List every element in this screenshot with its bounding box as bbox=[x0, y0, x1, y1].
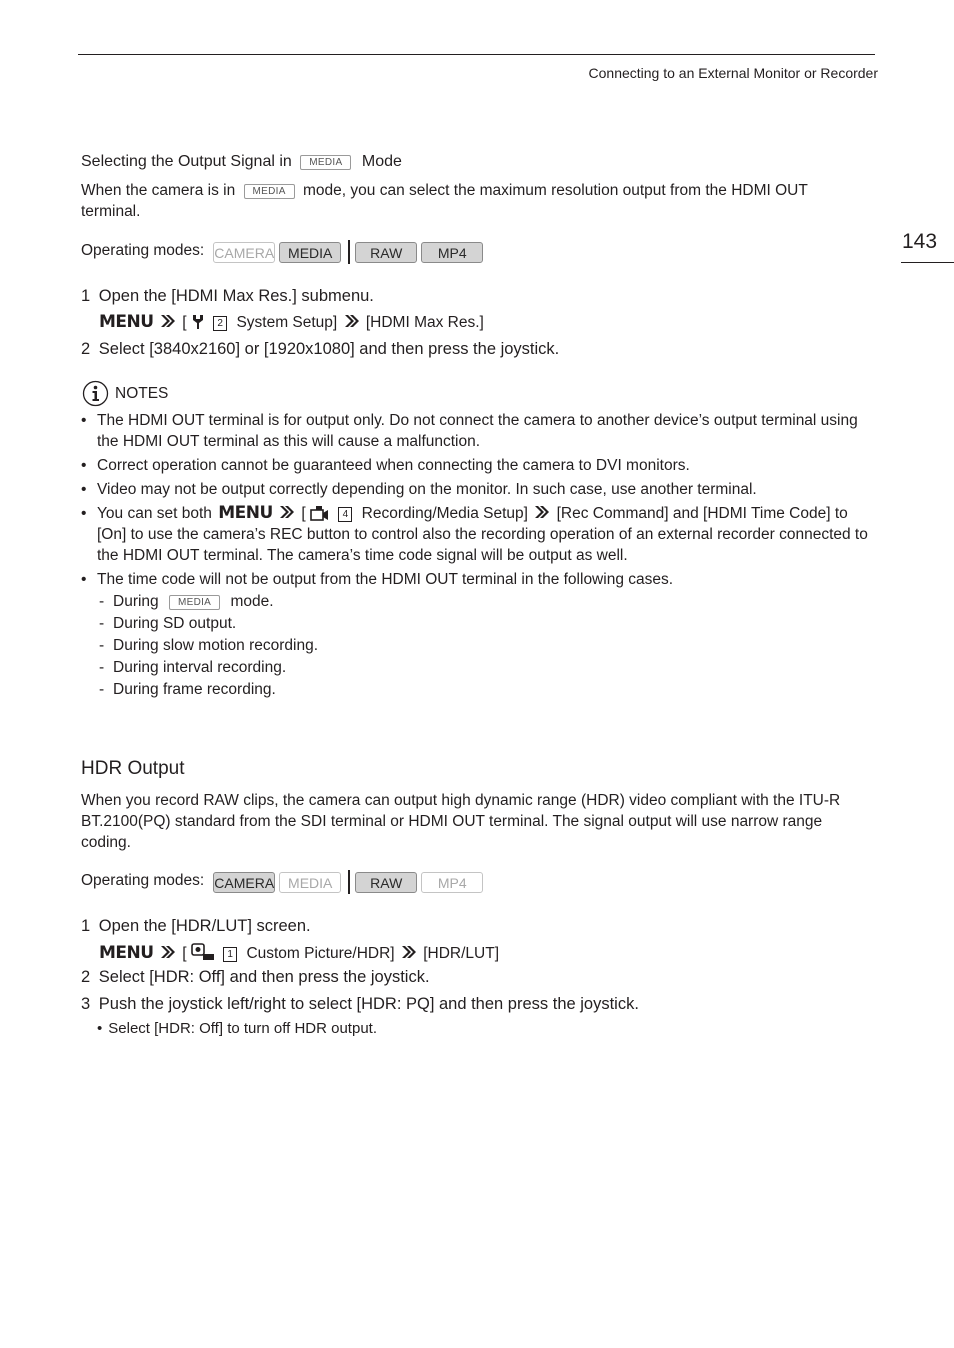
media-mode-tag: MEDIA bbox=[244, 184, 295, 199]
mode-raw: RAW bbox=[355, 872, 417, 893]
arrow-icon bbox=[160, 944, 176, 960]
info-icon bbox=[82, 380, 109, 407]
s2-step-1: 1 Open the [HDR/LUT] screen. bbox=[81, 917, 311, 935]
arrow-icon bbox=[279, 504, 295, 520]
mode-raw: RAW bbox=[355, 242, 417, 263]
s2-step-3: 3 Push the joystick left/right to select [HDR: PQ] and then press the joystick. bbox=[81, 995, 639, 1013]
media-mode-tag: MEDIA bbox=[169, 595, 220, 610]
section1-intro: When the camera is in MEDIA mode, you can select the maximum resolution output from the HDMI OUT terminal. bbox=[81, 182, 808, 220]
s2-step-2: 2 Select [HDR: Off] and then press the joystick. bbox=[81, 968, 430, 986]
case-item: - During slow motion recording. bbox=[97, 635, 877, 657]
custom-picture-hdr-icon bbox=[191, 943, 215, 961]
case-item: - During SD output. bbox=[97, 613, 877, 635]
mode-media: MEDIA bbox=[279, 872, 341, 893]
case-item: - During MEDIA mode. bbox=[97, 591, 877, 613]
running-header: Connecting to an External Monitor or Recorder bbox=[588, 65, 878, 81]
note-item: • The time code will not be output from the HDMI OUT terminal in the following cases. - During MEDIA mode. - During SD output. - During slow motion recording. - During interval recording. - During frame recording. bbox=[81, 569, 877, 701]
case-item: - During frame recording. bbox=[97, 679, 877, 701]
menu-icon: MENU bbox=[218, 503, 273, 523]
page-number: 143 bbox=[902, 230, 938, 253]
mode-separator bbox=[348, 870, 350, 894]
notes-list bbox=[81, 410, 877, 704]
wrench-icon bbox=[191, 314, 205, 330]
recording-setup-icon bbox=[310, 505, 330, 521]
section-title-hdr-output: HDR Output bbox=[81, 758, 185, 779]
s1-step-2: 2 Select [3840x2160] or [1920x1080] and then press the joystick. bbox=[81, 340, 560, 358]
menu-icon: MENU bbox=[99, 943, 154, 963]
arrow-icon bbox=[534, 504, 550, 520]
s1-step-1-menu-path: MENU [ 2 System Setup] [HDMI Max Res.] bbox=[99, 312, 484, 332]
note-item: • Video may not be output correctly depending on the monitor. In such case, use another terminal. bbox=[81, 479, 877, 500]
page-number-rule bbox=[901, 262, 954, 263]
s2-step-1-menu-path: MENU [ 1 Custom Picture/HDR] [HDR/LUT] bbox=[99, 943, 500, 963]
mode-mp4: MP4 bbox=[421, 242, 483, 263]
arrow-icon bbox=[344, 313, 360, 329]
mode-separator bbox=[348, 240, 350, 264]
arrow-icon bbox=[401, 944, 417, 960]
section2-intro: When you record RAW clips, the camera can output high dynamic range (HDR) video compliant with the ITU-R BT.2100(PQ) standard from the SDI terminal or HDMI OUT terminal. The signal output will use narrow range coding. bbox=[81, 792, 841, 851]
case-item: - During interval recording. bbox=[97, 657, 877, 679]
media-mode-tag: MEDIA bbox=[300, 155, 351, 170]
operating-modes-1: Operating modes: CAMERA MEDIA RAW MP4 bbox=[81, 240, 487, 264]
mode-camera: CAMERA bbox=[213, 242, 275, 263]
notes-header: NOTES bbox=[82, 380, 168, 407]
section-title-output-signal: Selecting the Output Signal in MEDIA Mode bbox=[81, 153, 402, 170]
timecode-cases bbox=[97, 591, 877, 701]
note-item: • You can set both MENU [ 4 Recording/Media Setup] [Rec Command] and [HDMI Time Code] to [On] to use the camera’s REC button to control also the recording operation of an external recorder connected to the HDMI OUT terminal. The camera’s time code signal will be output as well. bbox=[81, 503, 877, 566]
mode-mp4: MP4 bbox=[421, 872, 483, 893]
s2-step-3-sub: • Select [HDR: Off] to turn off HDR output. bbox=[97, 1020, 377, 1037]
s1-step-1: 1 Open the [HDMI Max Res.] submenu. bbox=[81, 287, 374, 305]
mode-media: MEDIA bbox=[279, 242, 341, 263]
operating-modes-2: Operating modes: CAMERA MEDIA RAW MP4 bbox=[81, 870, 487, 894]
menu-icon: MENU bbox=[99, 312, 154, 332]
mode-camera: CAMERA bbox=[213, 872, 275, 893]
top-rule bbox=[78, 54, 875, 55]
note-item: • The HDMI OUT terminal is for output only. Do not connect the camera to another device’s output terminal using the HDMI OUT terminal as this will cause a malfunction. bbox=[81, 410, 877, 452]
arrow-icon bbox=[160, 313, 176, 329]
note-item: • Correct operation cannot be guaranteed when connecting the camera to DVI monitors. bbox=[81, 455, 877, 476]
